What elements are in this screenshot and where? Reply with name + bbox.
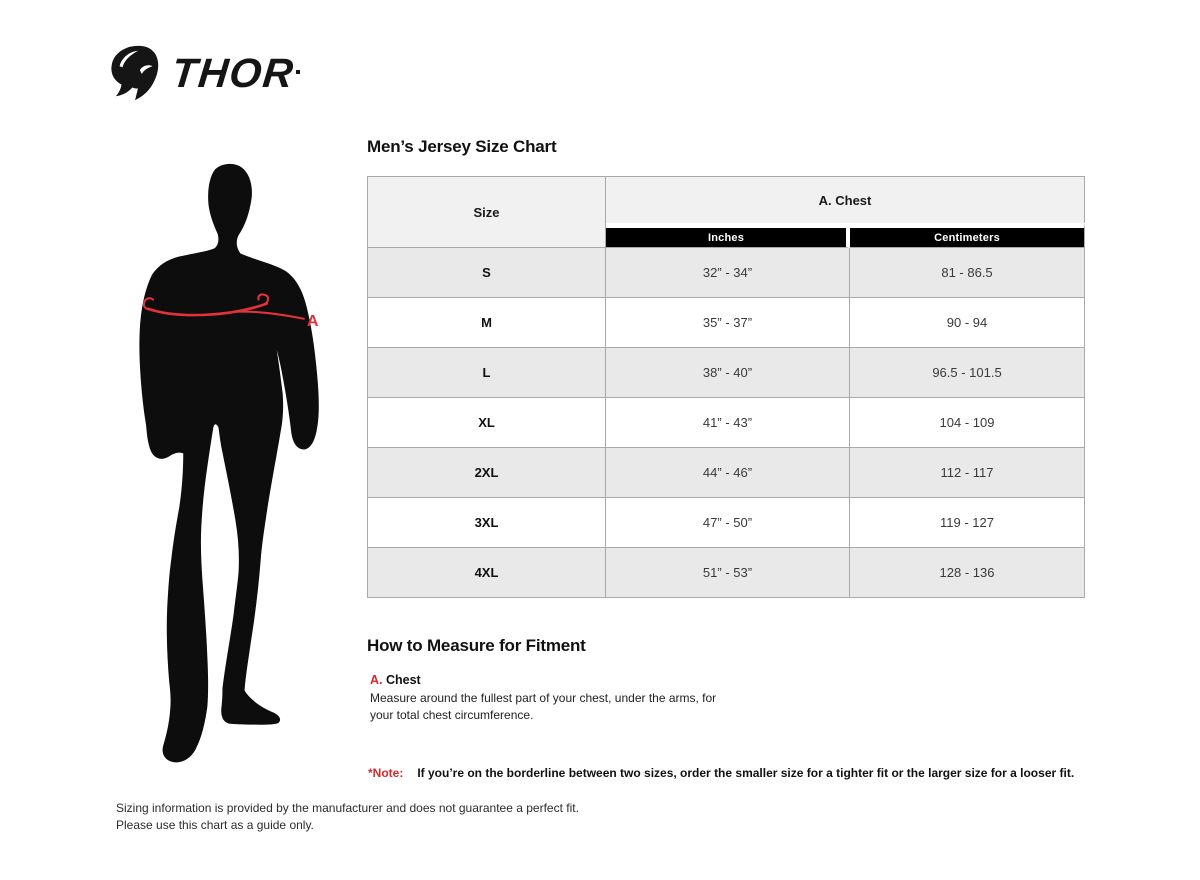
size-table-body — [367, 248, 1085, 598]
cell-size: 2XL — [367, 448, 606, 498]
table-row — [367, 548, 1085, 598]
brand-logo — [108, 44, 300, 102]
cell-size: M — [367, 298, 606, 348]
cell-size: 3XL — [367, 498, 606, 548]
cell-size: XL — [367, 398, 606, 448]
measurement-figure — [116, 158, 354, 786]
size-chart-table — [367, 176, 1085, 598]
column-header-centimeters: Centimeters — [850, 223, 1085, 248]
table-row — [367, 398, 1085, 448]
note-label: *Note: — [368, 766, 404, 780]
measure-item-description: Measure around the fullest part of your chest, under the arms, for your total chest circumference. — [370, 691, 717, 722]
wordmark-dot — [296, 70, 300, 74]
note-text: If you’re on the borderline between two sizes, order the smaller size for a tighter fit or the larger size for a looser fit. — [417, 766, 1075, 780]
page-title: Men’s Jersey Size Chart — [367, 137, 557, 156]
cell-centimeters: 96.5 - 101.5 — [850, 348, 1085, 398]
cell-inches: 38” - 40” — [606, 348, 850, 398]
chest-marker-label: A — [306, 311, 319, 330]
table-row — [367, 298, 1085, 348]
fit-note — [368, 766, 1074, 780]
thor-goat-icon — [108, 44, 166, 102]
cell-centimeters: 119 - 127 — [850, 498, 1085, 548]
measure-heading: How to Measure for Fitment — [367, 636, 586, 655]
table-row — [367, 448, 1085, 498]
cell-inches: 44” - 46” — [606, 448, 850, 498]
measure-item-title — [370, 673, 740, 687]
cell-inches: 51” - 53” — [606, 548, 850, 598]
brand-wordmark: THOR — [169, 50, 297, 96]
cell-centimeters: 104 - 109 — [850, 398, 1085, 448]
table-row — [367, 498, 1085, 548]
cell-inches: 41” - 43” — [606, 398, 850, 448]
cell-size: S — [367, 248, 606, 298]
cell-size: 4XL — [367, 548, 606, 598]
male-silhouette — [139, 164, 318, 762]
column-header-inches: Inches — [606, 223, 850, 248]
measure-item-name: Chest — [385, 673, 421, 687]
cell-size: L — [367, 348, 606, 398]
column-header-chest: A. Chest — [606, 176, 1085, 223]
measure-item-chest — [370, 673, 740, 724]
disclaimer-line-1: Sizing information is provided by the manufacturer and does not guarantee a perfect fit. — [116, 801, 579, 815]
cell-centimeters: 112 - 117 — [850, 448, 1085, 498]
cell-inches: 32” - 34” — [606, 248, 850, 298]
cell-centimeters: 90 - 94 — [850, 298, 1085, 348]
disclaimer-line-2: Please use this chart as a guide only. — [116, 818, 314, 832]
table-row — [367, 248, 1085, 298]
table-row — [367, 348, 1085, 398]
disclaimer — [116, 800, 579, 834]
column-header-size: Size — [367, 176, 606, 248]
cell-centimeters: 81 - 86.5 — [850, 248, 1085, 298]
measure-item-letter: A. — [370, 673, 383, 687]
cell-centimeters: 128 - 136 — [850, 548, 1085, 598]
cell-inches: 35” - 37” — [606, 298, 850, 348]
cell-inches: 47” - 50” — [606, 498, 850, 548]
